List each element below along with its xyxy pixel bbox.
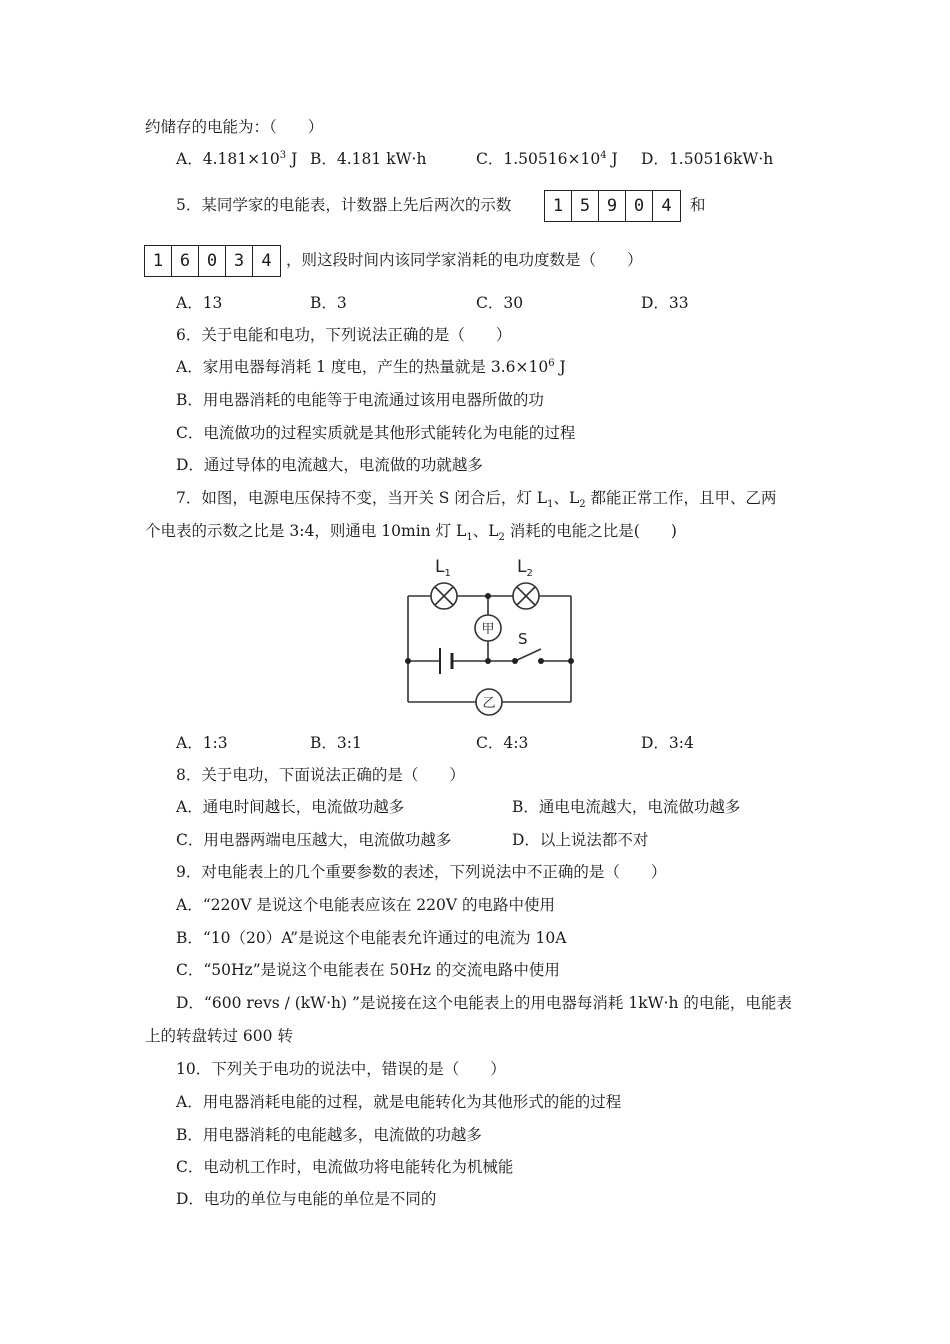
q7-option-a: A．1:3 [176,734,228,752]
q7-option-b: B．3:1 [310,734,362,752]
q7-option-d: D．3:4 [641,734,694,752]
q4-option-a: A．$4.181\times 10^3$ J [176,149,298,168]
q8-option-d: D．以上说法都不对 [512,831,649,849]
q10-option-c: C．电动机工作时，电流做功将电能转化为机械能 [176,1158,514,1176]
q5-option-d: D．33 [641,294,689,312]
meter-reading-first [544,190,681,222]
q6-option-a: A．家用电器每消耗 1 度电，产生的热量就是 $3.6\times 10^6$ J [176,357,566,376]
q5-option-b: B．3 [310,294,347,312]
q10-option-a: A．用电器消耗电能的过程，就是电能转化为其他形式的能的过程 [176,1093,622,1111]
q9-stem: 9．对电能表上的几个重要参数的表述，下列说法中不正确的是（ ） [176,863,667,881]
q8-option-a: A．通电时间越长，电流做功越多 [176,798,405,816]
q9-option-b: B．“10（20）A”是说这个电能表允许通过的电流为 10A [176,929,567,947]
q5-option-c: C．30 [476,294,524,312]
q6-option-b: B．用电器消耗的电能等于电流通过该用电器所做的功 [176,391,544,409]
q5-stem-end: ，则这段时间内该同学家消耗的电功度数是（ ） [286,251,643,269]
meter-digit: 3 [226,246,253,276]
q7-stem-line2: 个电表的示数之比是 3:4，则通电 10min 灯 $L_1$、$L_2$ 消耗的电能之比是( ) [145,522,677,544]
q6-option-c: C．电流做功的过程实质就是其他形式能转化为电能的过程 [176,424,576,442]
meter-digit: 0 [626,191,653,221]
q4-option-d: D．1.50516kW·h [641,150,774,168]
q7-option-c: C．4:3 [476,734,529,752]
q9-option-d-line2: 上的转盘转过 600 转 [145,1027,293,1045]
svg-text:L1: $L_1$ [435,557,451,579]
q8-option-b: B．通电电流越大，电流做功越多 [512,798,741,816]
q5-and: 和 [690,196,706,214]
meter-digit: 1 [545,191,572,221]
q7-stem-line1: 7．如图，电源电压保持不变，当开关 S 闭合后，灯 $L_1$、$L_2$ 都能正常工作，且甲、乙两 [176,489,777,511]
q10-option-b: B．用电器消耗的电能越多，电流做的功越多 [176,1126,482,1144]
svg-text:L2: $L_2$ [517,557,533,579]
q5-option-a: A．13 [176,294,223,312]
q4-option-c: C．$1.50516\times 10^4$ J [476,149,618,168]
q10-option-d: D．电功的单位与电能的单位是不同的 [176,1190,437,1208]
q8-option-c: C．用电器两端电压越大，电流做功越多 [176,831,452,849]
q4-stem: 约储存的电能为：（ ） [145,118,324,136]
meter-digit: 9 [599,191,626,221]
q9-option-c: C．“50Hz”是说这个电能表在 50Hz 的交流电路中使用 [176,961,560,979]
q9-option-a: A．“220V 是说这个电能表应该在 220V 的电路中使用 [176,896,555,914]
q6-option-d: D．通过导体的电流越大，电流做的功就越多 [176,456,483,474]
q5-stem-start: 5．某同学家的电能表，计数器上先后两次的示数 [176,196,512,214]
q8-stem: 8．关于电功，下面说法正确的是（ ） [176,766,465,784]
q9-option-d-line1: D．“600 revs / (kW·h) ”是说接在这个电能表上的用电器每消耗 1kW·h 的电能，电能表 [176,994,792,1012]
meter-digit: 1 [145,246,172,276]
meter-digit: 0 [199,246,226,276]
q10-stem: 10．下列关于电功的说法中，错误的是（ ） [176,1060,506,1078]
switch-label: S [518,630,528,648]
meter-digit: 6 [172,246,199,276]
q6-stem: 6．关于电能和电功，下列说法正确的是（ ） [176,326,512,344]
meter-jia-label: 甲 [481,622,495,637]
meter-digit: 4 [661,196,672,216]
meter-reading-second [144,245,281,277]
meter-digit: 4 [261,251,272,271]
meter-yi-label: 乙 [482,696,496,711]
q4-option-b: B．4.181 kW·h [310,150,427,168]
circuit-diagram [395,548,590,718]
meter-digit: 5 [572,191,599,221]
